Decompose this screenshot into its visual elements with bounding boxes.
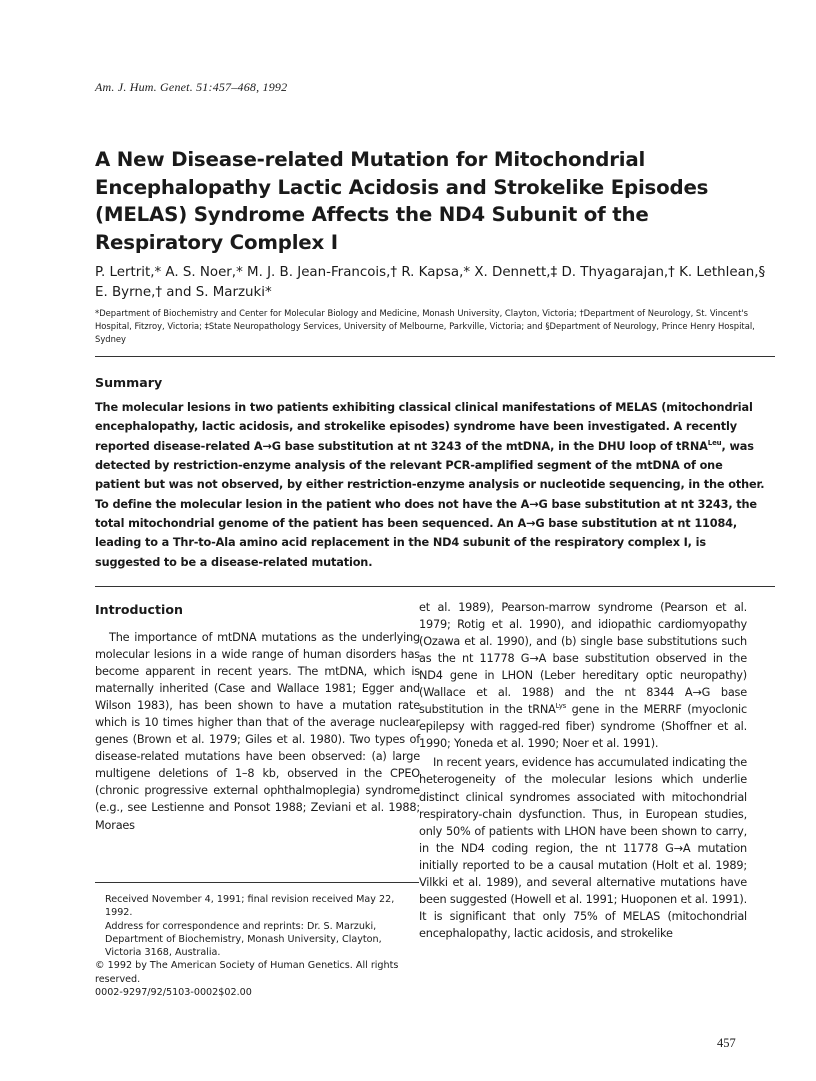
left-column (95, 602, 420, 834)
footnote-rule (95, 882, 419, 883)
intro-cont-a: et al. 1989), Pearson-marrow syndrome (Pearson et al. 1979; Rotig et al. 1990), and idiopathic cardiomyopathy (Ozawa et al. 1990), and (b) single base substitutions such as the nt 11778 G→A base substitution observed in the ND4 gene in LHON (Leber hereditary optic neuropathy) (Wallace et al. 1988) and the nt 8344 A→G base substitution in the tRNA (419, 601, 747, 717)
received-dates: Received November 4, 1991; final revision received May 22, 1992. (105, 894, 395, 919)
summary-rule (95, 586, 775, 587)
correspondence-address: Address for correspondence and reprints: Dr. S. Marzuki, Department of Biochemistry, Monash University, Clayton, Victoria 3168, Australia. (105, 920, 382, 959)
summary-sup-leu: Leu (707, 438, 722, 447)
article-code: 0002-9297/92/5103-0002$02.00 (95, 987, 252, 999)
article-title: A New Disease-related Mutation for Mitochondrial Encephalopathy Lactic Acidosis and Strokelike Episodes (MELAS) Syndrome Affects the ND4 Subunit of the Respiratory Complex I (95, 148, 709, 254)
copyright-line: © 1992 by The American Society of Human Genetics. All rights reserved. (95, 960, 399, 985)
intro-paragraph-1-continued (419, 599, 747, 752)
intro-cont-b: gene in the MERRF (myoclonic epilepsy with ragged-red fiber) syndrome (Shoffner et al. 1990; Yoneda et al. 1990; Noer et al. 1991). (419, 703, 747, 751)
intro-paragraph-2: In recent years, evidence has accumulated indicating the heterogeneity of the molecular lesions which underlie distinct clinical syndromes associated with mitochondrial respiratory-chain dysfunction. Thus, in European studies, only 50% of patients with LHON have been shown to carry, in the ND4 coding region, the nt 11778 G→A mutation initially reported to be a causal mutation (Holt et al. 1989; Vilkki et al. 1989), and several alternative mutations have been suggested (Howell et al. 1991; Huoponen et al. 1991). It is significant that only 75% of MELAS (mitochondrial encephalopathy, lactic acidosis, and strokelike (419, 756, 747, 940)
introduction-heading: Introduction (95, 602, 183, 617)
affiliations: *Department of Biochemistry and Center for Molecular Biology and Medicine, Monash University, Clayton, Victoria; †Department of Neurology, St. Vincent's Hospital, Fitzroy, Victoria; ‡State Neuropathology Services, University of Melbourne, Parkville, Victoria; and §Department of Neurology, Prince Henry Hospital, Sydney (95, 308, 755, 344)
right-column (419, 599, 747, 942)
intro-sup-lys: Lys (555, 702, 567, 711)
page-number: 457 (717, 1036, 736, 1050)
summary-heading: Summary (95, 375, 163, 390)
intro-paragraph-1: The importance of mtDNA mutations as the underlying molecular lesions in a wide range of human disorders has become apparent in recent years. The mtDNA, which is maternally inherited (Case and Wallace 1981; Egger and Wilson 1983), has been shown to have a mutation rate which is 10 times higher than that of the average nuclear genes (Brown et al. 1979; Giles et al. 1980). Two types of disease-related mutations have been observed: (a) large multigene deletions of 1–8 kb, observed in the CPEO (chronic progressive external ophthalmoplegia) syndrome (e.g., see Lestienne and Ponsot 1988; Zeviani et al. 1988; Moraes (95, 631, 420, 832)
author-list: P. Lertrit,* A. S. Noer,* M. J. B. Jean-Francois,† R. Kapsa,* X. Dennett,‡ D. Thyagarajan,† K. Lethlean,§ E. Byrne,† and S. Marzuki* (95, 265, 766, 300)
summary-text (95, 398, 771, 572)
footnote-block (95, 893, 419, 999)
journal-citation: Am. J. Hum. Genet. 51:457–468, 1992 (95, 80, 288, 94)
summary-text-part1: The molecular lesions in two patients exhibiting classical clinical manifestations of MELAS (mitochondrial encephalopathy, lactic acidosis, and strokelike episodes) syndrome have been investigated. A recently reported disease-related A→G base substitution at nt 3243 of the mtDNA, in the DHU loop of tRNA (95, 401, 753, 453)
top-rule (95, 356, 775, 357)
summary-text-part2: , was detected by restriction-enzyme analysis of the relevant PCR-amplified segment of the mtDNA of one patient but was not observed, by either restriction-enzyme analysis or nucleotide sequencing, in the other. To define the molecular lesion in the patient who does not have the A→G base substitution at nt 3243, the total mitochondrial genome of the patient has been sequenced. An A→G base substitution at nt 11084, leading to a Thr-to-Ala amino acid replacement in the ND4 subunit of the respiratory complex I, is suggested to be a disease-related mutation. (95, 439, 765, 569)
